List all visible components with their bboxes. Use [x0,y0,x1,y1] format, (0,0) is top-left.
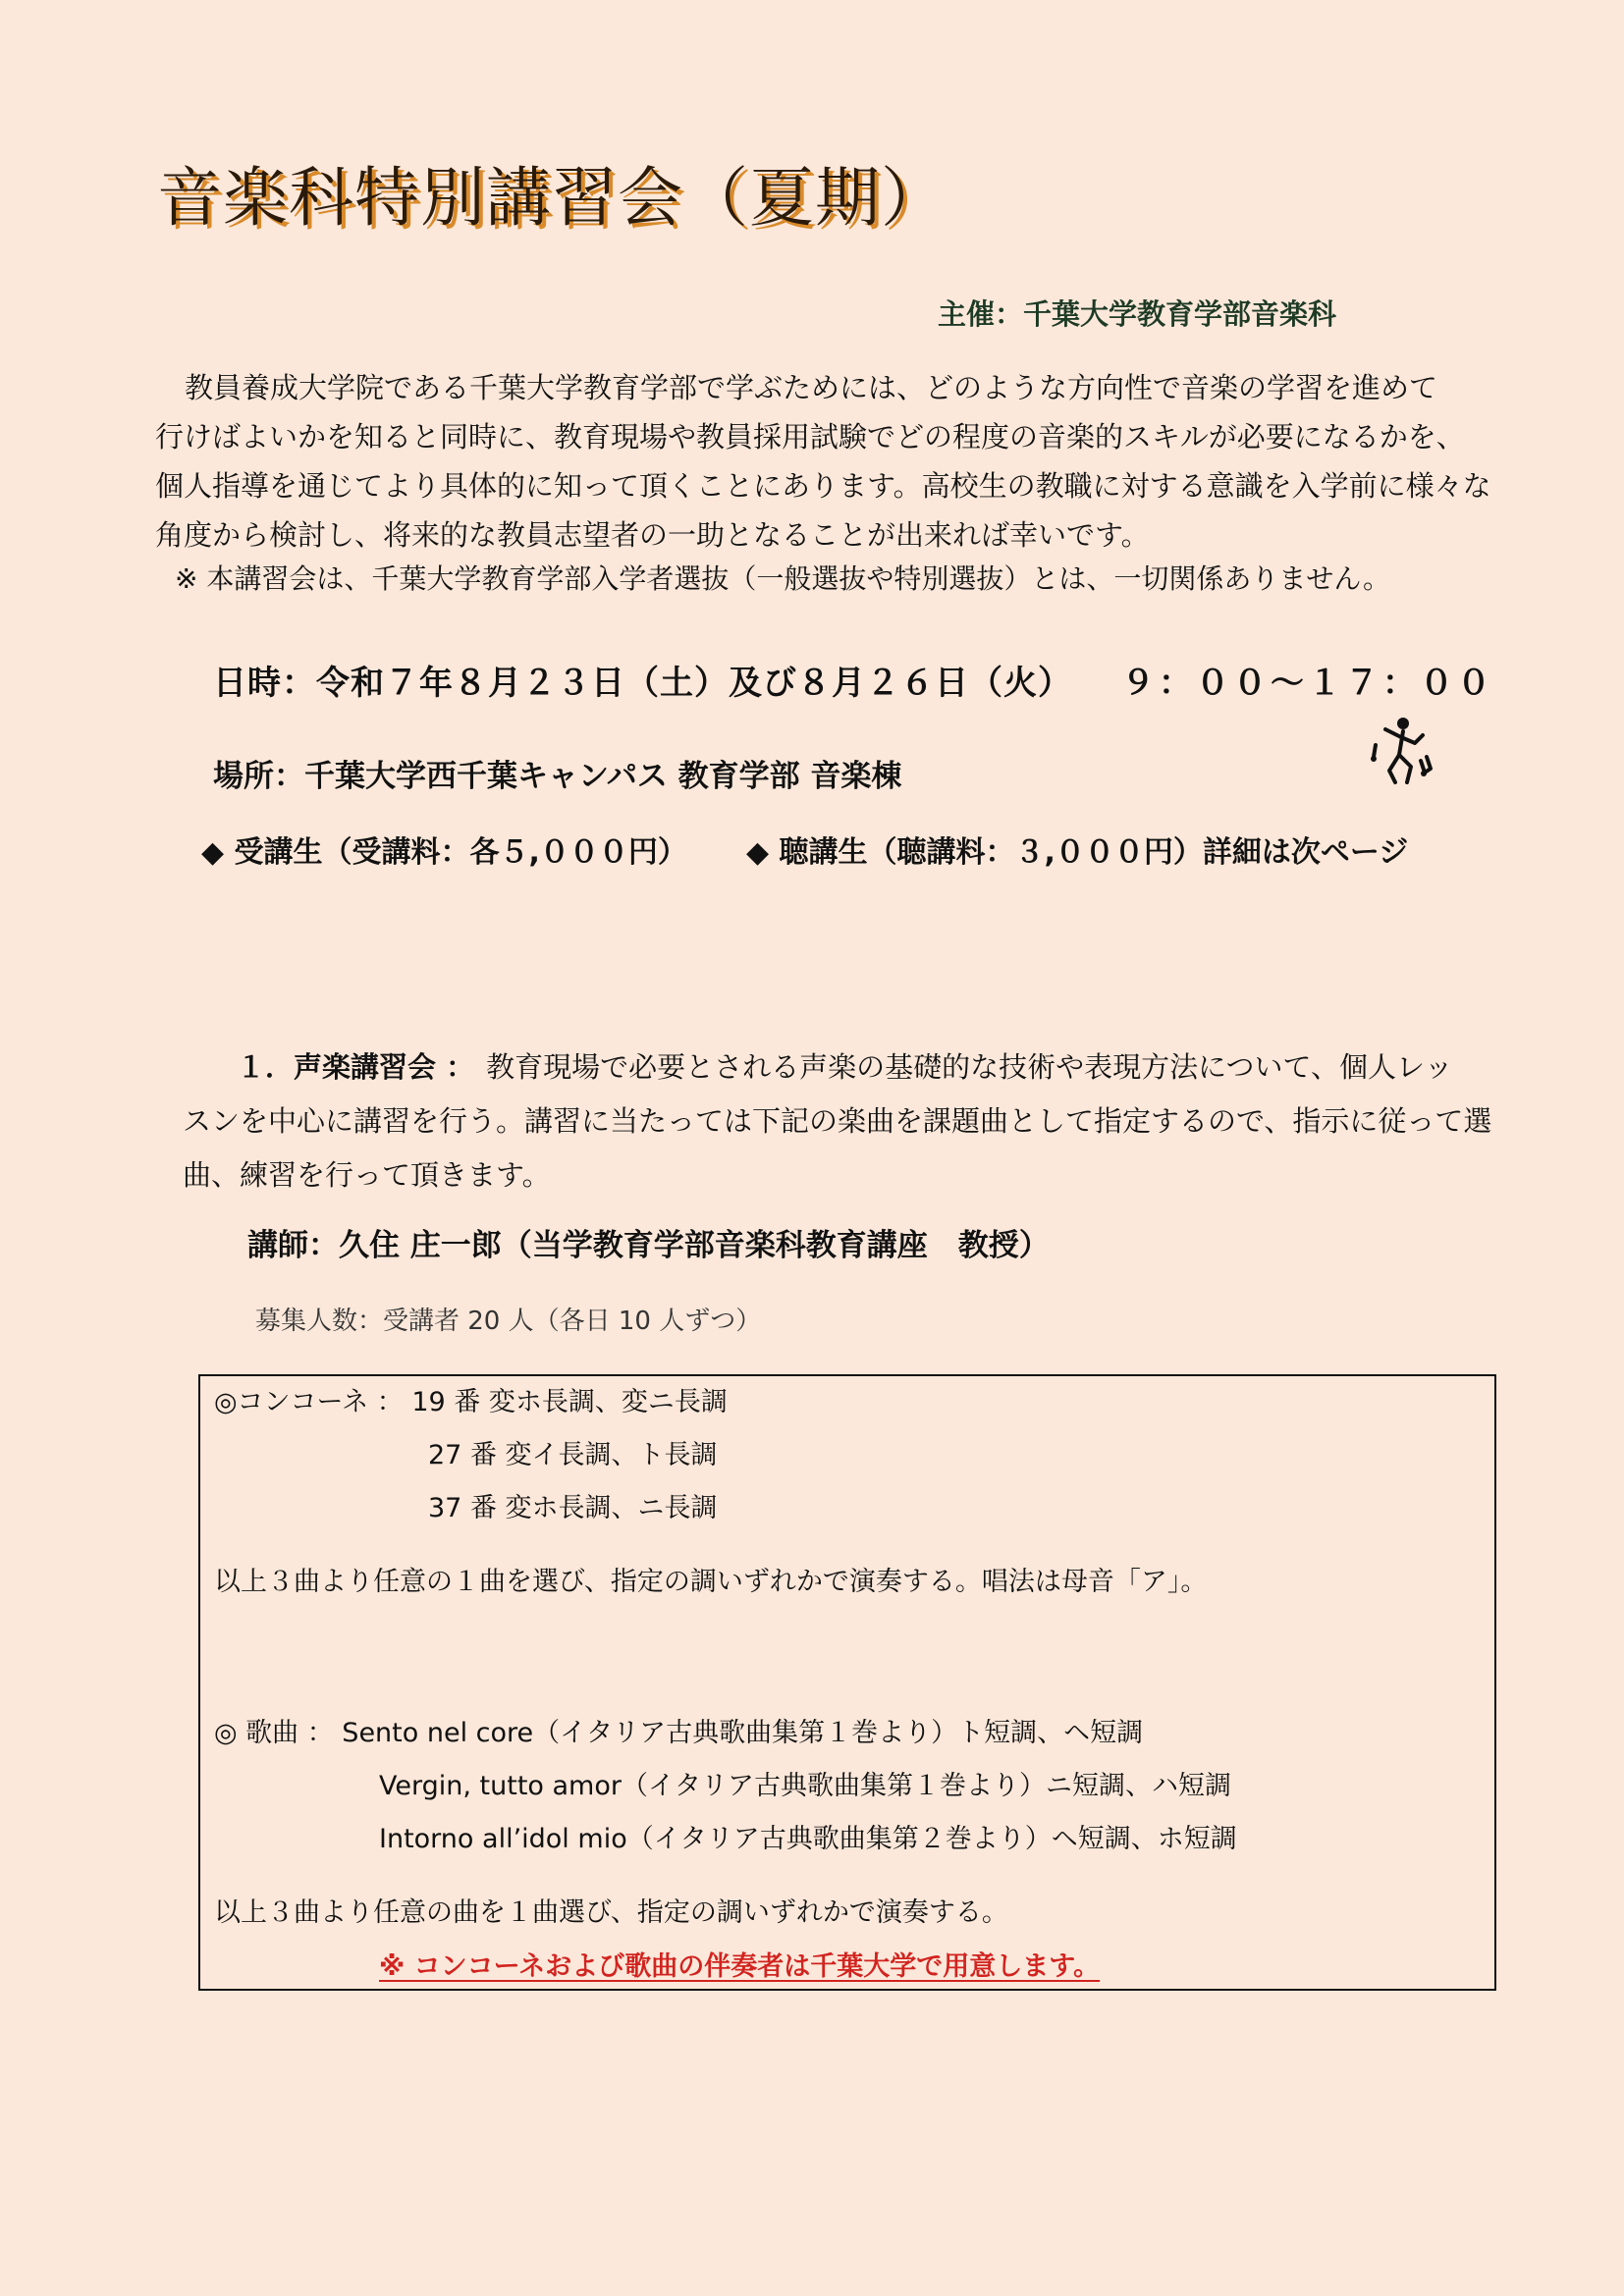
event-dates: 日時：令和７年８月２３日（土）及び８月２６日（火） [213,664,1072,703]
vocal-line: 曲、練習を行って頂きます。 [183,1158,551,1192]
dancer-icon [1370,714,1438,790]
concone-line: 27 番 変イ長調、ト長調 [428,1440,718,1470]
song-note: 以上３曲より任意の曲を１曲選び、指定の調いずれかで演奏する。 [214,1897,1008,1928]
disclaimer-note: ※ 本講習会は、千葉大学教育学部入学者選抜（一般選抜や特別選抜）とは、一切関係ありません。 [175,562,1391,595]
fee-student: ◆ 受講生（受講料：各５,０００円） [201,835,687,870]
song-line: ◎ 歌曲 ： Sento nel core（イタリア古典歌曲集第１巻より）ト短調、ヘ短調 [214,1718,1144,1748]
concone-note: 以上３曲より任意の１曲を選び、指定の調いずれかで演奏する。唱法は母音「ア」。 [214,1567,1208,1597]
capacity-line: 募集人数：受講者 20 人（各日 10 人ずつ） [255,1307,762,1336]
organizer-line: 主催：千葉大学教育学部音楽科 [938,297,1337,331]
vocal-line: 教育現場で必要とされる声楽の基礎的な技術や表現方法について、個人レッ [486,1050,1453,1084]
song-line: Intorno all’idol mio（イタリア古典歌曲集第２巻より）ヘ短調、ホ短調 [379,1824,1237,1854]
page-title: 音楽科特別講習会（夏期） [157,160,947,236]
vocal-section [183,1041,1492,1202]
concone-line: ◎コンコーネ ： 19 番 変ホ長調、変ニ長調 [214,1387,728,1417]
event-time: ９：００～１７：００ [1121,664,1494,703]
accompanist-note: ※ コンコーネおよび歌曲の伴奏者は千葉大学で用意します。 [379,1951,1101,1982]
intro-line: 個人指導を通じてより具体的に知って頂くことにあります。高校生の教職に対する意識を入学前に様々な [155,469,1491,503]
fee-auditor: ◆ 聴講生（聴講料：３,０００円）詳細は次ページ [746,835,1409,870]
intro-line: 角度から検討し、将来的な教員志望者の一助となることが出来れば幸いです。 [155,518,1150,552]
event-place: 場所：千葉大学西千葉キャンパス 教育学部 音楽棟 [213,759,902,794]
song-line: Vergin, tutto amor（イタリア古典歌曲集第１巻より）ニ短調、ハ短調 [379,1771,1231,1801]
intro-line: 教員養成大学院である千葉大学教育学部で学ぶためには、どのような方向性で音楽の学習を進めて [185,371,1438,404]
concone-line: 37 番 変ホ長調、ニ長調 [428,1493,718,1523]
event-datetime [213,656,1494,704]
intro-paragraph [155,363,1490,560]
teacher-line: 講師：久住 庄一郎（当学教育学部音楽科教育講座 教授） [247,1228,1050,1263]
intro-line: 行けばよいかを知ると同時に、教育現場や教員採用試験でどの程度の音楽的スキルが必要になるかを、 [155,420,1465,454]
vocal-heading: １．声楽講習会 ： [237,1050,475,1084]
vocal-line: スンを中心に講習を行う。講習に当たっては下記の楽曲を課題曲として指定するので、指示に従って選 [183,1104,1492,1138]
